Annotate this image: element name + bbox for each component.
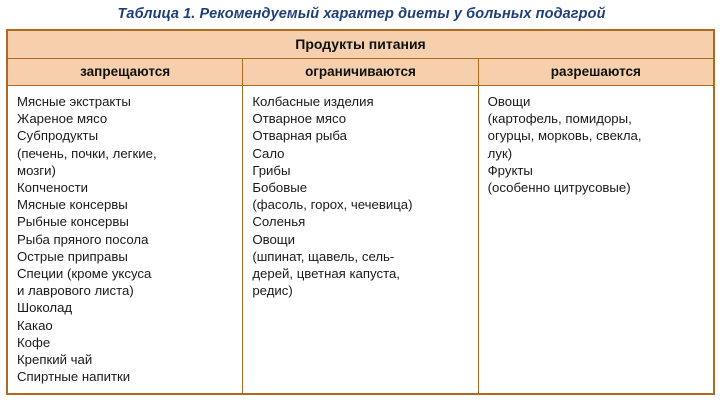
list-item: Грибы bbox=[252, 162, 291, 178]
list-item: Мясные экстракты bbox=[17, 94, 131, 109]
list-item: Сало bbox=[252, 145, 285, 161]
cell-limited bbox=[243, 86, 478, 394]
list-item: Какао bbox=[17, 317, 53, 333]
list-item: Колбасные изделия bbox=[252, 94, 374, 109]
header-limited: ограничиваются bbox=[243, 59, 478, 86]
list-item: Острые приправы bbox=[17, 248, 128, 264]
list-item: (фасоль, горох, чечевица) bbox=[252, 197, 413, 213]
list-item: Овощи bbox=[252, 231, 295, 247]
header-products: Продукты питания bbox=[8, 31, 714, 59]
list-item: Субпродукты bbox=[17, 128, 99, 144]
list-item: огурцы, морковь, свекла, bbox=[487, 128, 642, 144]
diet-table-grid bbox=[7, 30, 714, 394]
list-item: Специи (кроме уксуса bbox=[17, 266, 152, 282]
table-header-row-sub bbox=[8, 59, 714, 86]
header-forbidden: запрещаются bbox=[8, 59, 243, 86]
list-item: лук) bbox=[487, 145, 513, 161]
list-item: Спиртные напитки bbox=[17, 369, 131, 385]
table-header-row-top bbox=[8, 31, 714, 59]
diet-table bbox=[6, 29, 715, 395]
list-item: мозги) bbox=[17, 162, 56, 178]
list-item: Кофе bbox=[17, 334, 51, 350]
list-item: Копчености bbox=[17, 180, 88, 196]
list-item: Рыба пряного посола bbox=[17, 231, 149, 247]
list-item: (шпинат, щавель, сель- bbox=[252, 248, 395, 264]
table-row bbox=[8, 86, 714, 394]
list-item: редис) bbox=[252, 283, 293, 299]
list-item: Соленья bbox=[252, 214, 306, 230]
cell-forbidden bbox=[8, 86, 243, 394]
list-limited bbox=[252, 93, 468, 299]
list-item: Крепкий чай bbox=[17, 352, 93, 368]
list-item: и лаврового листа) bbox=[17, 283, 134, 299]
list-item: Мясные консервы bbox=[17, 197, 128, 213]
list-item: дерей, цветная капуста, bbox=[252, 266, 400, 282]
list-item: (картофель, помидоры, bbox=[487, 111, 632, 127]
list-forbidden bbox=[17, 93, 233, 385]
list-item: Бобовые bbox=[252, 180, 308, 196]
list-item: Отварное мясо bbox=[252, 111, 347, 127]
list-item: (печень, почки, легкие, bbox=[17, 145, 157, 161]
header-allowed: разрешаются bbox=[478, 59, 713, 86]
cell-allowed bbox=[478, 86, 713, 394]
list-item: Отварная рыба bbox=[252, 128, 347, 144]
list-item: Фрукты bbox=[487, 162, 533, 178]
list-item: Шоколад bbox=[17, 300, 73, 316]
list-item: (особенно цитрусовые) bbox=[487, 180, 631, 196]
table-caption: Таблица 1. Рекомендуемый характер диеты у больных подагрой bbox=[117, 6, 606, 22]
list-item: Жареное мясо bbox=[17, 111, 108, 127]
list-item: Рыбные консервы bbox=[17, 214, 129, 230]
list-item: Овощи bbox=[487, 94, 531, 109]
list-allowed bbox=[488, 93, 704, 196]
